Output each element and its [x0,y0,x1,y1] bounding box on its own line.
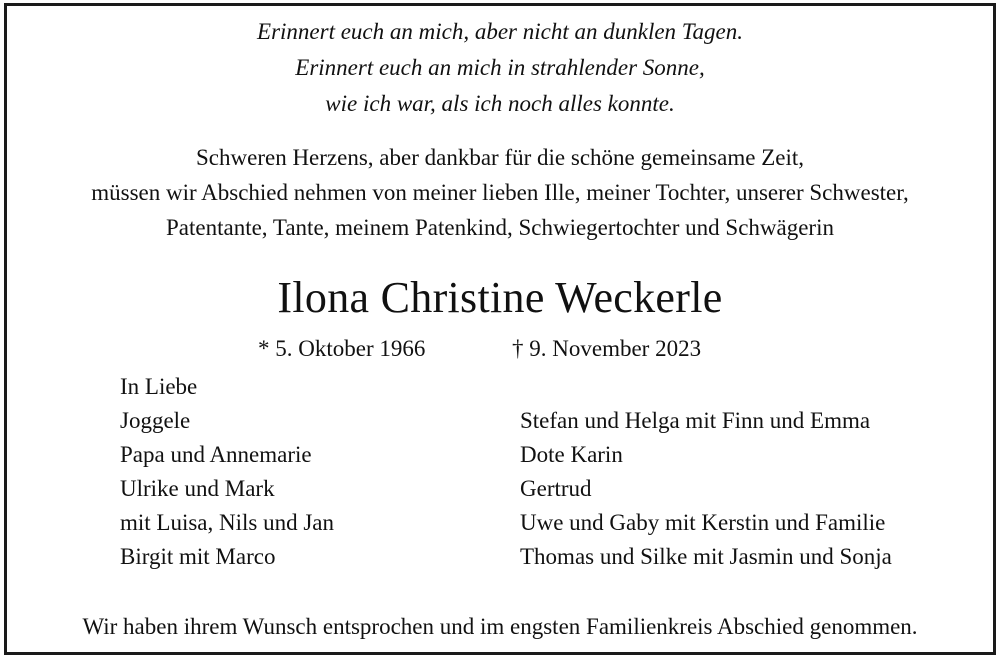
mourner-entry: Joggele [120,408,191,433]
mourner-entry: In Liebe [120,374,198,399]
birth-date: * 5. Oktober 1966 [258,336,426,361]
intro-text [0,140,1000,245]
intro-line-2: müssen wir Abschied nehmen von meiner lieben Ille, meiner Tochter, unserer Schwester, [91,180,909,205]
poem-line-2: Erinnert euch an mich in strahlender Sonne, [295,55,705,80]
mourner-entry: Stefan und Helga mit Finn und Emma [520,408,871,433]
mourner-entry: mit Luisa, Nils und Jan [120,510,335,535]
intro-line-3: Patentante, Tante, meinem Patenkind, Schwiegertochter und Schwägerin [166,215,834,240]
mourner-entry: Gertrud [520,476,592,501]
mourners-right-column [520,404,892,574]
mourner-entry: Ulrike und Mark [120,476,275,501]
closing-note: Wir haben ihrem Wunsch entsprochen und im engsten Familienkreis Abschied genommen. [82,614,918,639]
deceased-name: Ilona Christine Weckerle [277,273,723,322]
mourner-entry: Dote Karin [520,442,623,467]
mourner-entry: Thomas und Silke mit Jasmin und Sonja [520,544,892,569]
mourner-entry: Uwe und Gaby mit Kerstin und Familie [520,510,886,535]
mourner-entry: Papa und Annemarie [120,442,312,467]
poem-verse [0,14,1000,122]
mourner-entry: Birgit mit Marco [120,544,276,569]
intro-line-1: Schweren Herzens, aber dankbar für die schöne gemeinsame Zeit, [196,145,804,170]
mourners-left-column [120,370,334,574]
death-date: † 9. November 2023 [512,336,702,361]
poem-line-1: Erinnert euch an mich, aber nicht an dunklen Tagen. [257,19,743,44]
poem-line-3: wie ich war, als ich noch alles konnte. [325,91,675,116]
